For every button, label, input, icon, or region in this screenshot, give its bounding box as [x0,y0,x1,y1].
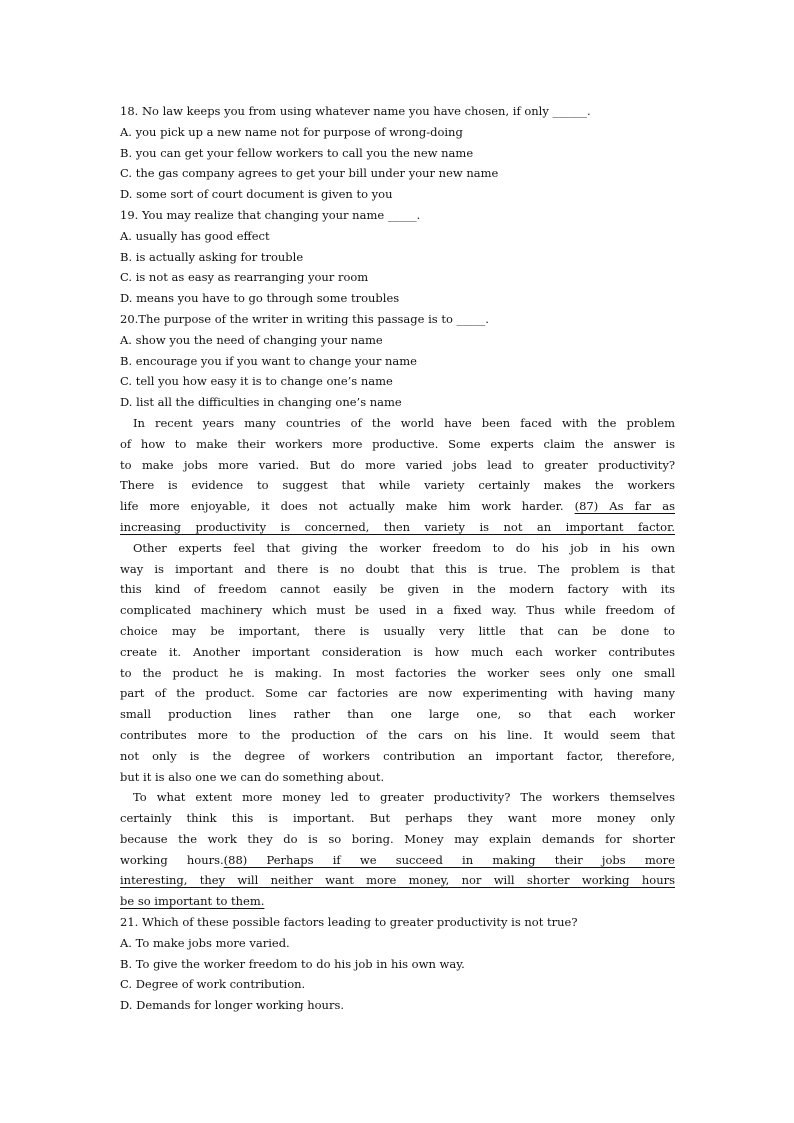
question-19-stem: 19. You may realize that changing your name _____. [120,207,421,222]
passage-line: because the work they do is so boring. Money may explain demands for shorter [120,831,675,846]
passage-line: of how to make their workers more productive. Some experts claim the answer is [120,436,675,451]
translation-sentence-87: (87) As far as [574,499,675,514]
question-21-stem: 21. Which of these possible factors leading to greater productivity is not true? [120,915,578,930]
question-18-option-d: D. some sort of court document is given to you [120,187,393,202]
question-21-option-b: B. To give the worker freedom to do his job in his own way. [120,956,465,971]
question-19-option-b: B. is actually asking for trouble [120,249,304,264]
translation-sentence-87-continued: increasing productivity is concerned, then variety is not an important factor. [120,519,675,534]
passage-line: contributes more to the production of the cars on his line. It would seem that [120,727,675,742]
question-18-option-b: B. you can get your fellow workers to call you the new name [120,145,474,160]
passage-line: certainly think this is important. But perhaps they want more money only [120,811,675,826]
passage-line: In recent years many countries of the world have been faced with the problem [133,415,675,430]
passage-line: this kind of freedom cannot easily be given in the modern factory with its [120,582,675,597]
passage-text: life more enjoyable, it does not actually make him work harder. [120,499,564,514]
passage-line: small production lines rather than one large one, so that each worker [120,707,675,722]
passage-line: way is important and there is no doubt that this is true. The problem is that [120,561,675,576]
passage-line: not only is the degree of workers contribution an important factor, therefore, [120,748,675,763]
passage-line [120,496,675,517]
passage-line [120,850,675,871]
passage-line: to make jobs more varied. But do more varied jobs lead to greater productivity? [120,457,675,472]
passage-line: There is evidence to suggest that while variety certainly makes the workers [120,478,675,493]
question-21-option-d: D. Demands for longer working hours. [120,998,345,1013]
passage-line: create it. Another important consideration is how much each worker contributes [120,644,675,659]
question-21-option-c: C. Degree of work contribution. [120,977,306,992]
document-page [120,101,675,1016]
passage-line: part of the product. Some car factories are now experimenting with having many [120,686,675,701]
question-20-option-c: C. tell you how easy it is to change one’s name [120,374,393,389]
passage-paragraph-3 [120,787,675,912]
question-21-option-a: A. To make jobs more varied. [120,935,290,950]
question-20-option-b: B. encourage you if you want to change your name [120,353,417,368]
passage-paragraph-2 [120,538,675,788]
passage-line [120,891,675,912]
question-19-option-c: C. is not as easy as rearranging your room [120,270,369,285]
passage-line: To what extent more money led to greater productivity? The workers themselves [133,790,675,805]
passage-text: working hours. [120,852,224,867]
question-20-option-d: D. list all the difficulties in changing one’s name [120,395,402,410]
question-20-stem: 20.The purpose of the writer in writing this passage is to _____. [120,311,489,326]
passage-line: complicated machinery which must be used in a fixed way. Thus while freedom of [120,603,675,618]
passage-line: choice may be important, there is usually very little that can be done to [120,623,675,638]
question-18-stem: 18. No law keeps you from using whatever name you have chosen, if only ______. [120,104,591,118]
translation-sentence-88-continued: interesting, they will neither want more money, nor will shorter working hours [120,873,675,888]
question-18-option-a: A. you pick up a new name not for purpose of wrong-doing [120,124,463,139]
question-19-option-d: D. means you have to go through some troubles [120,291,400,306]
passage-line: but it is also one we can do something about. [120,769,385,784]
translation-sentence-88: (88) Perhaps if we succeed in making their jobs more [223,852,675,867]
translation-sentence-88-end: be so important to them. [120,894,265,909]
passage-line: to the product he is making. In most factories the worker sees only one small [120,665,675,680]
question-18-option-c: C. the gas company agrees to get your bill under your new name [120,166,499,181]
question-20-option-a: A. show you the need of changing your name [120,332,383,347]
question-19-option-a: A. usually has good effect [120,228,270,243]
passage-paragraph-1 [120,413,675,538]
passage-line: Other experts feel that giving the worker freedom to do his job in his own [133,540,675,555]
